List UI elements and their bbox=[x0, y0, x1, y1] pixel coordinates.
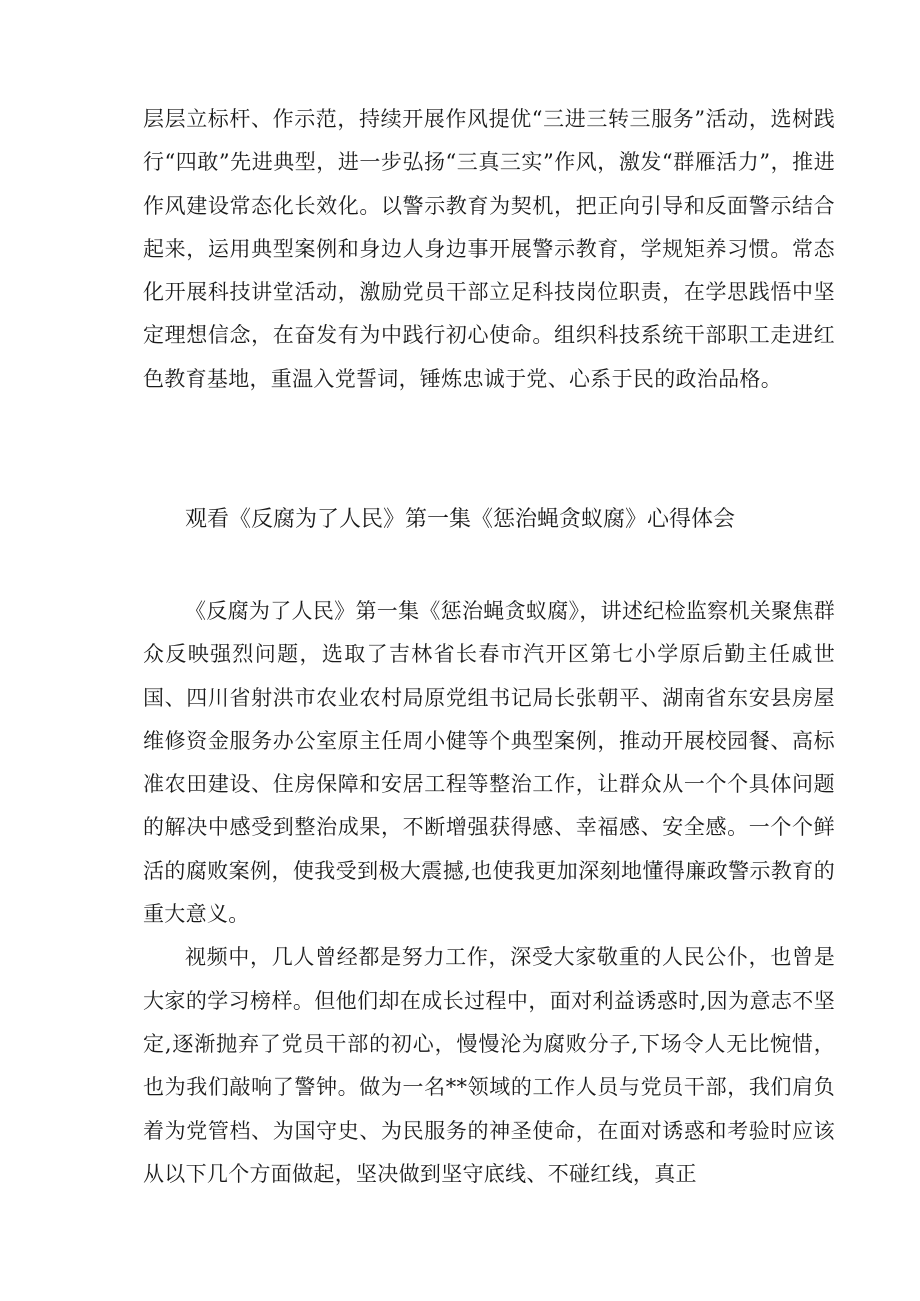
continuation-paragraph: 层层立标杆、作示范，持续开展作风提优“三进三转三服务”活动，选树践行“四敢”先进典型，进一步弘扬“三真三实”作风，激发“群雁活力”，推进作风建设常态化长效化。以警示教育为契机，把正向引导和反面警示结合起来，运用典型案例和身边人身边事开展警示教育，学规矩养习惯。常态化开展科技讲堂活动，激励党员干部立足科技岗位职责，在学思践悟中坚定理想信念，在奋发有为中践行初心使命。组织科技系统干部职工走进红色教育基地，重温入党誓词，锤炼忠诚于党、心系于民的政治品格。 bbox=[143, 107, 835, 391]
body-paragraph-1: 《反腐为了人民》第一集《惩治蝇贪蚁腐》，讲述纪检监察机关聚焦群众反映强烈问题，选取了吉林省长春市汽开区第七小学原后勤主任戚世国、四川省射洪市农业农村局原党组书记局长张朝平、湖南省东安县房屋维修资金服务办公室原主任周小健等个典型案例，推动开展校园餐、高标准农田建设、住房保障和安居工程等整治工作，让群众从一个个具体问题的解决中感受到整治成果，不断增强获得感、幸福感、安全感。一个个鲜活的腐败案例，使我受到极大震撼,也使我更加深刻地懂得廉政警示教育的重大意义。 bbox=[143, 599, 835, 927]
article-title: 观看《反腐为了人民》第一集《惩治蝇贪蚁腐》心得体会 bbox=[184, 507, 735, 532]
continuation-section bbox=[143, 98, 835, 401]
article-body bbox=[143, 590, 835, 1196]
body-paragraph-2: 视频中，几人曾经都是努力工作，深受大家敬重的人民公仆，也曾是大家的学习榜样。但他们却在成长过程中，面对利益诱惑时,因为意志不坚定,逐渐抛弃了党员干部的初心，慢慢沦为腐败分子,下场令人无比惋惜，也为我们敲响了警钟。做为一名**领域的工作人员与党员干部，我们肩负着为党管档、为国守史、为民服务的神圣使命，在面对诱惑和考验时应该从以下几个方面做起，坚决做到坚守底线、不碰红线，真正 bbox=[143, 945, 835, 1186]
